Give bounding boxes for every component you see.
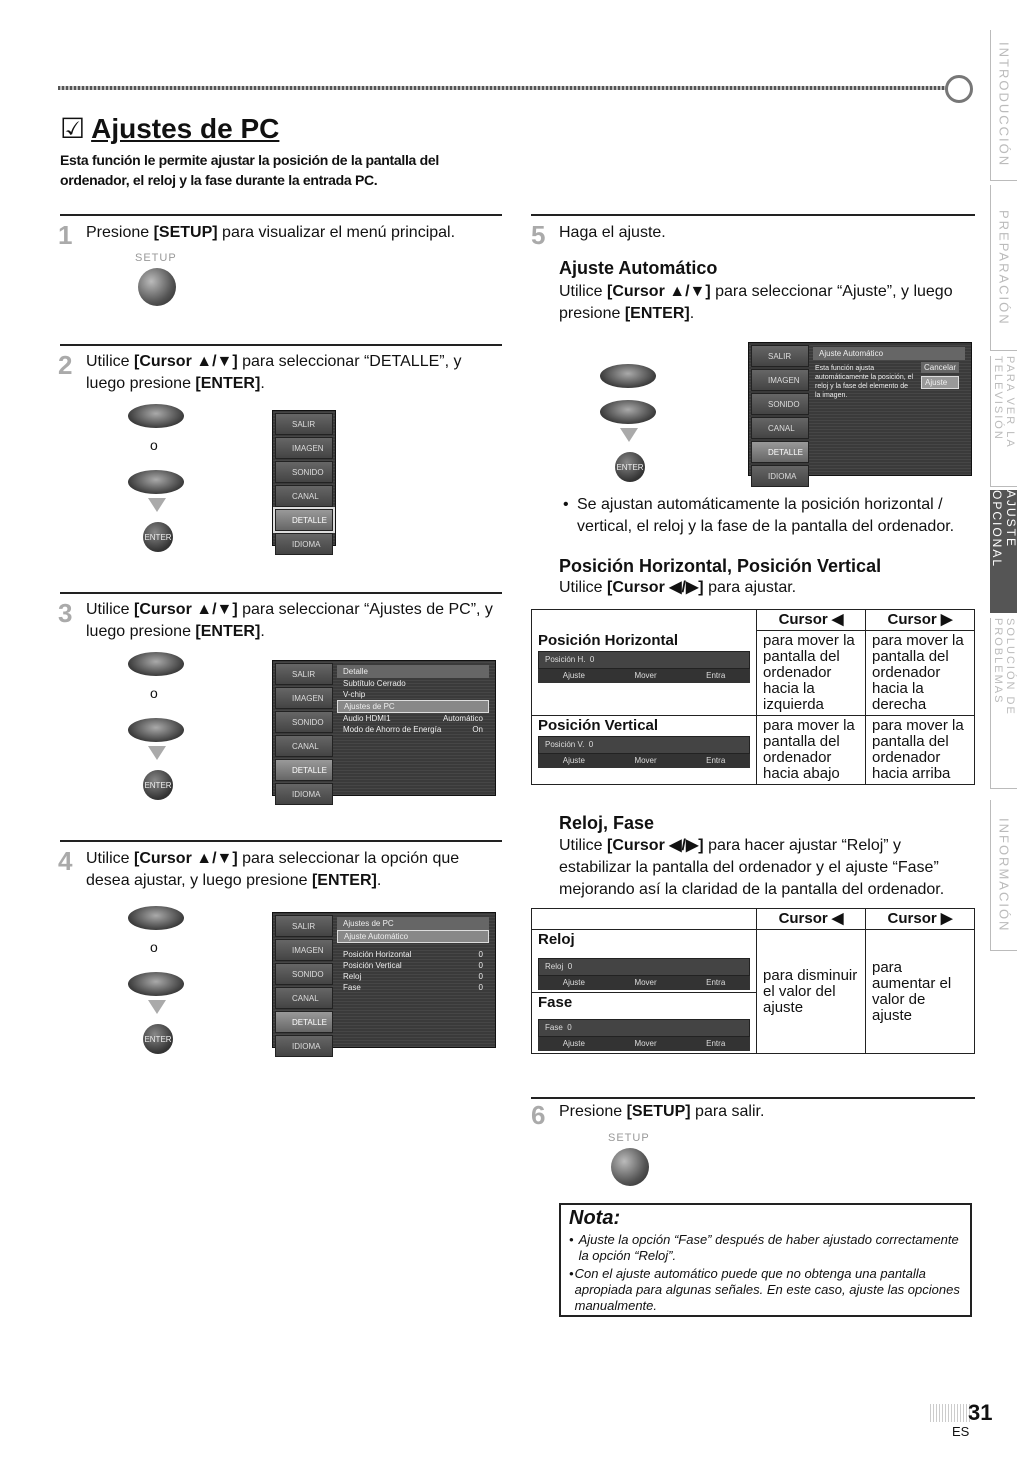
- panel-row: V-chip: [343, 690, 366, 699]
- menu-screen-step3: [272, 660, 496, 799]
- adjust-button: Ajuste: [921, 376, 959, 389]
- panel-row: Subtítulo Cerrado: [343, 679, 406, 688]
- note-box: [559, 1203, 972, 1317]
- panel-buttons: [921, 362, 959, 402]
- sidetab-para-ver[interactable]: PARA VER LA TELEVISIÓN: [990, 356, 1017, 487]
- table-cell: para mover la pantalla del ordenador hacia la izquierda: [757, 631, 866, 716]
- language-code: ES: [952, 1424, 970, 1439]
- menu-item: SALIR: [275, 915, 333, 937]
- cursor-down-button-icon: [128, 470, 184, 494]
- table-cell: para disminuir el valor del ajuste: [757, 930, 866, 1054]
- bar-controls: Ajuste Mover Entra: [538, 1037, 750, 1051]
- cursor-down-button-icon: [600, 400, 656, 424]
- menu-list: [275, 413, 333, 557]
- step-number: 2: [58, 350, 73, 380]
- arrow-down-icon: [148, 746, 166, 760]
- row-label: Fase: [538, 994, 573, 1011]
- menu-list: [751, 345, 809, 489]
- column-header: Cursor ◀: [757, 909, 866, 930]
- panel-row: Modo de Ahorro de Energía On: [343, 725, 483, 734]
- panel-header: Ajuste Automático: [813, 347, 965, 360]
- table-row: [532, 930, 975, 993]
- top-decorative-line: [58, 86, 953, 90]
- sidetab-ajuste-opcional[interactable]: AJUSTE OPCIONAL: [990, 490, 1017, 613]
- auto-adjust-panel: [813, 347, 965, 402]
- cursor-up-button-icon: [128, 652, 184, 676]
- menu-item: IMAGEN: [751, 369, 809, 391]
- row-label: Posición Horizontal: [538, 631, 679, 649]
- menu-item: SALIR: [275, 663, 333, 685]
- page-number: 31: [968, 1400, 993, 1425]
- step-number: 5: [531, 220, 546, 250]
- page-number-decoration: [930, 1404, 970, 1422]
- enter-button-icon: ENTER: [143, 770, 173, 800]
- panel-header: Ajustes de PC: [337, 917, 489, 930]
- panel-row: Reloj 0: [343, 972, 483, 981]
- column-header: Cursor ▶: [866, 909, 975, 930]
- arrow-down-icon: [148, 1000, 166, 1014]
- clock-text: Utilice [Cursor ◀/▶] para hacer ajustar “Reloj” y estabilizar la pantalla del ordenador y el ajuste “Fase” mejorando así la claridad de la pantalla del ordenador.: [559, 837, 945, 898]
- step1-text: Presione [SETUP] para visualizar el menú principal.: [86, 224, 456, 241]
- row-label: Reloj: [538, 931, 575, 948]
- auto-adjust-text: Utilice [Cursor ▲/▼] para seleccionar “Ajuste”, y luego presione [ENTER].: [559, 283, 953, 322]
- enter-button-icon: ENTER: [143, 1024, 173, 1054]
- menu-item: CANAL: [751, 417, 809, 439]
- step5-text: Haga el ajuste.: [559, 224, 666, 241]
- menu-item: DETALLE: [751, 441, 809, 463]
- menu-item: DETALLE: [275, 509, 333, 531]
- table-cell: [532, 993, 757, 1054]
- adjust-bar: Fase 0: [538, 1019, 750, 1037]
- panel-row: Posición Horizontal 0: [343, 950, 483, 959]
- divider: [531, 214, 975, 216]
- bar-controls: Ajuste Mover Entra: [538, 976, 750, 990]
- auto-adjust-screen: [748, 342, 972, 481]
- menu-item: SONIDO: [275, 711, 333, 733]
- table-cell: para mover la pantalla del ordenador hacia arriba: [866, 716, 975, 785]
- menu-item: SALIR: [751, 345, 809, 367]
- sidetab-solucion[interactable]: SOLUCIÓN DE PROBLEMAS: [990, 618, 1017, 789]
- checkbox-icon: ☑: [60, 113, 86, 144]
- table-cell: para mover la pantalla del ordenador hacia abajo: [757, 716, 866, 785]
- step-number: 4: [58, 846, 73, 876]
- cursor-up-button-icon: [128, 906, 184, 930]
- table-header-row: [532, 610, 975, 631]
- setup-label: SETUP: [135, 252, 177, 264]
- sidetab-introduccion[interactable]: INTRODUCCIÓN: [990, 30, 1017, 181]
- adjust-bar: Posición V. 0: [538, 736, 750, 754]
- menu-item: CANAL: [275, 987, 333, 1009]
- menu-item: IDIOMA: [275, 1035, 333, 1057]
- or-label: o: [150, 437, 158, 453]
- menu-screen-step4: [272, 912, 496, 1051]
- menu-item: DETALLE: [275, 1011, 333, 1033]
- menu-list: [275, 915, 333, 1059]
- note-item: • Ajuste la opción “Fase” después de haber ajustado correctamente la opción “Reloj”.: [569, 1232, 959, 1263]
- top-decorative-circle: [945, 75, 973, 103]
- table-header-row: [532, 909, 975, 930]
- cursor-up-button-icon: [600, 364, 656, 388]
- table-cell: [532, 930, 757, 993]
- auto-adjust-note: Se ajustan automáticamente la posición horizontal / vertical, el reloj y la fase de la pantalla del ordenador.: [577, 496, 955, 535]
- column-header: Cursor ◀: [757, 610, 866, 631]
- cancel-button: Cancelar: [921, 362, 959, 373]
- sidetab-informacion[interactable]: INFORMACIÓN: [990, 800, 1017, 951]
- step2-text: Utilice [Cursor ▲/▼] para seleccionar “DETALLE”, y luego presione [ENTER].: [86, 353, 462, 392]
- menu-screen-step2: [272, 410, 336, 549]
- divider: [531, 1097, 975, 1099]
- divider: [60, 214, 502, 216]
- step3-text: Utilice [Cursor ▲/▼] para seleccionar “Ajustes de PC”, y luego presione [ENTER].: [86, 601, 493, 640]
- divider: [60, 840, 502, 842]
- panel-row: Ajuste Automático: [337, 930, 489, 943]
- table-cell: para aumentar el valor de ajuste: [866, 930, 975, 1054]
- panel-text: Esta función ajusta automáticamente la posición, el reloj y la fase del elemento de la imagen.: [815, 365, 914, 399]
- auto-adjust-heading: Ajuste Automático: [559, 258, 718, 278]
- clock-heading: Reloj, Fase: [559, 813, 655, 833]
- setup-button-icon: [611, 1148, 649, 1186]
- menu-item: IMAGEN: [275, 939, 333, 961]
- step-number: 6: [531, 1100, 546, 1130]
- cursor-up-button-icon: [128, 404, 184, 428]
- bullet-icon: •: [563, 496, 569, 513]
- enter-button-icon: ENTER: [143, 522, 173, 552]
- panel-row: Posición Vertical 0: [343, 961, 483, 970]
- cursor-down-button-icon: [128, 718, 184, 742]
- panel-header: Detalle: [337, 665, 489, 678]
- position-text: Utilice [Cursor ◀/▶] para ajustar.: [559, 579, 797, 596]
- table-cell: para mover la pantalla del ordenador hacia la derecha: [866, 631, 975, 716]
- detail-panel: [337, 665, 489, 735]
- pc-settings-panel: [337, 917, 489, 993]
- table-row: [532, 631, 975, 716]
- menu-item: CANAL: [275, 735, 333, 757]
- clock-table: [531, 908, 975, 1054]
- intro-text: Esta función le permite ajustar la posición de la pantalla del ordenador, el reloj y la fase durante la entrada PC.: [60, 152, 439, 188]
- arrow-down-icon: [148, 498, 166, 512]
- menu-item: CANAL: [275, 485, 333, 507]
- setup-label: SETUP: [608, 1132, 650, 1144]
- step-number: 1: [58, 220, 73, 250]
- step-number: 3: [58, 598, 73, 628]
- position-heading: Posición Horizontal, Posición Vertical: [559, 556, 882, 576]
- step4-text: Utilice [Cursor ▲/▼] para seleccionar la opción que desea ajustar, y luego presione [ENTER].: [86, 850, 460, 889]
- table-cell: [532, 716, 757, 785]
- note-title: Nota:: [569, 1207, 621, 1229]
- menu-item: SONIDO: [751, 393, 809, 415]
- arrow-down-icon: [620, 428, 638, 442]
- panel-row: Fase 0: [343, 983, 483, 992]
- column-header: Cursor ▶: [866, 610, 975, 631]
- menu-item: DETALLE: [275, 759, 333, 781]
- bar-controls: Ajuste Mover Entra: [538, 669, 750, 683]
- table-row: [532, 716, 975, 785]
- sidetab-preparacion[interactable]: PREPARACIÓN: [990, 185, 1017, 351]
- auto-adjust-body: [813, 362, 965, 402]
- position-table: [531, 609, 975, 785]
- table-cell: [532, 631, 757, 716]
- menu-list: [275, 663, 333, 807]
- divider: [60, 344, 502, 346]
- page-title: ☑ Ajustes de PC: [60, 113, 280, 144]
- adjust-bar: Reloj 0: [538, 958, 750, 976]
- panel-row: Ajustes de PC: [337, 700, 489, 713]
- menu-item: IDIOMA: [751, 465, 809, 487]
- or-label: o: [150, 939, 158, 955]
- menu-item: SONIDO: [275, 963, 333, 985]
- setup-button-icon: [138, 268, 176, 306]
- step6-text: Presione [SETUP] para salir.: [559, 1103, 765, 1120]
- menu-item: SALIR: [275, 413, 333, 435]
- divider: [60, 592, 502, 594]
- menu-item: IMAGEN: [275, 687, 333, 709]
- adjust-bar: Posición H. 0: [538, 651, 750, 669]
- bar-controls: Ajuste Mover Entra: [538, 754, 750, 768]
- note-item: • Con el ajuste automático puede que no obtenga una pantalla apropiada para algunas señales. En este caso, ajuste las opciones manualmente.: [569, 1266, 960, 1313]
- panel-row: Audio HDMI1 Automático: [343, 714, 483, 723]
- menu-item: IMAGEN: [275, 437, 333, 459]
- menu-item: SONIDO: [275, 461, 333, 483]
- menu-item: IDIOMA: [275, 783, 333, 805]
- menu-item: IDIOMA: [275, 533, 333, 555]
- row-label: Posición Vertical: [538, 717, 659, 734]
- enter-button-icon: ENTER: [615, 452, 645, 482]
- cursor-down-button-icon: [128, 972, 184, 996]
- or-label: o: [150, 685, 158, 701]
